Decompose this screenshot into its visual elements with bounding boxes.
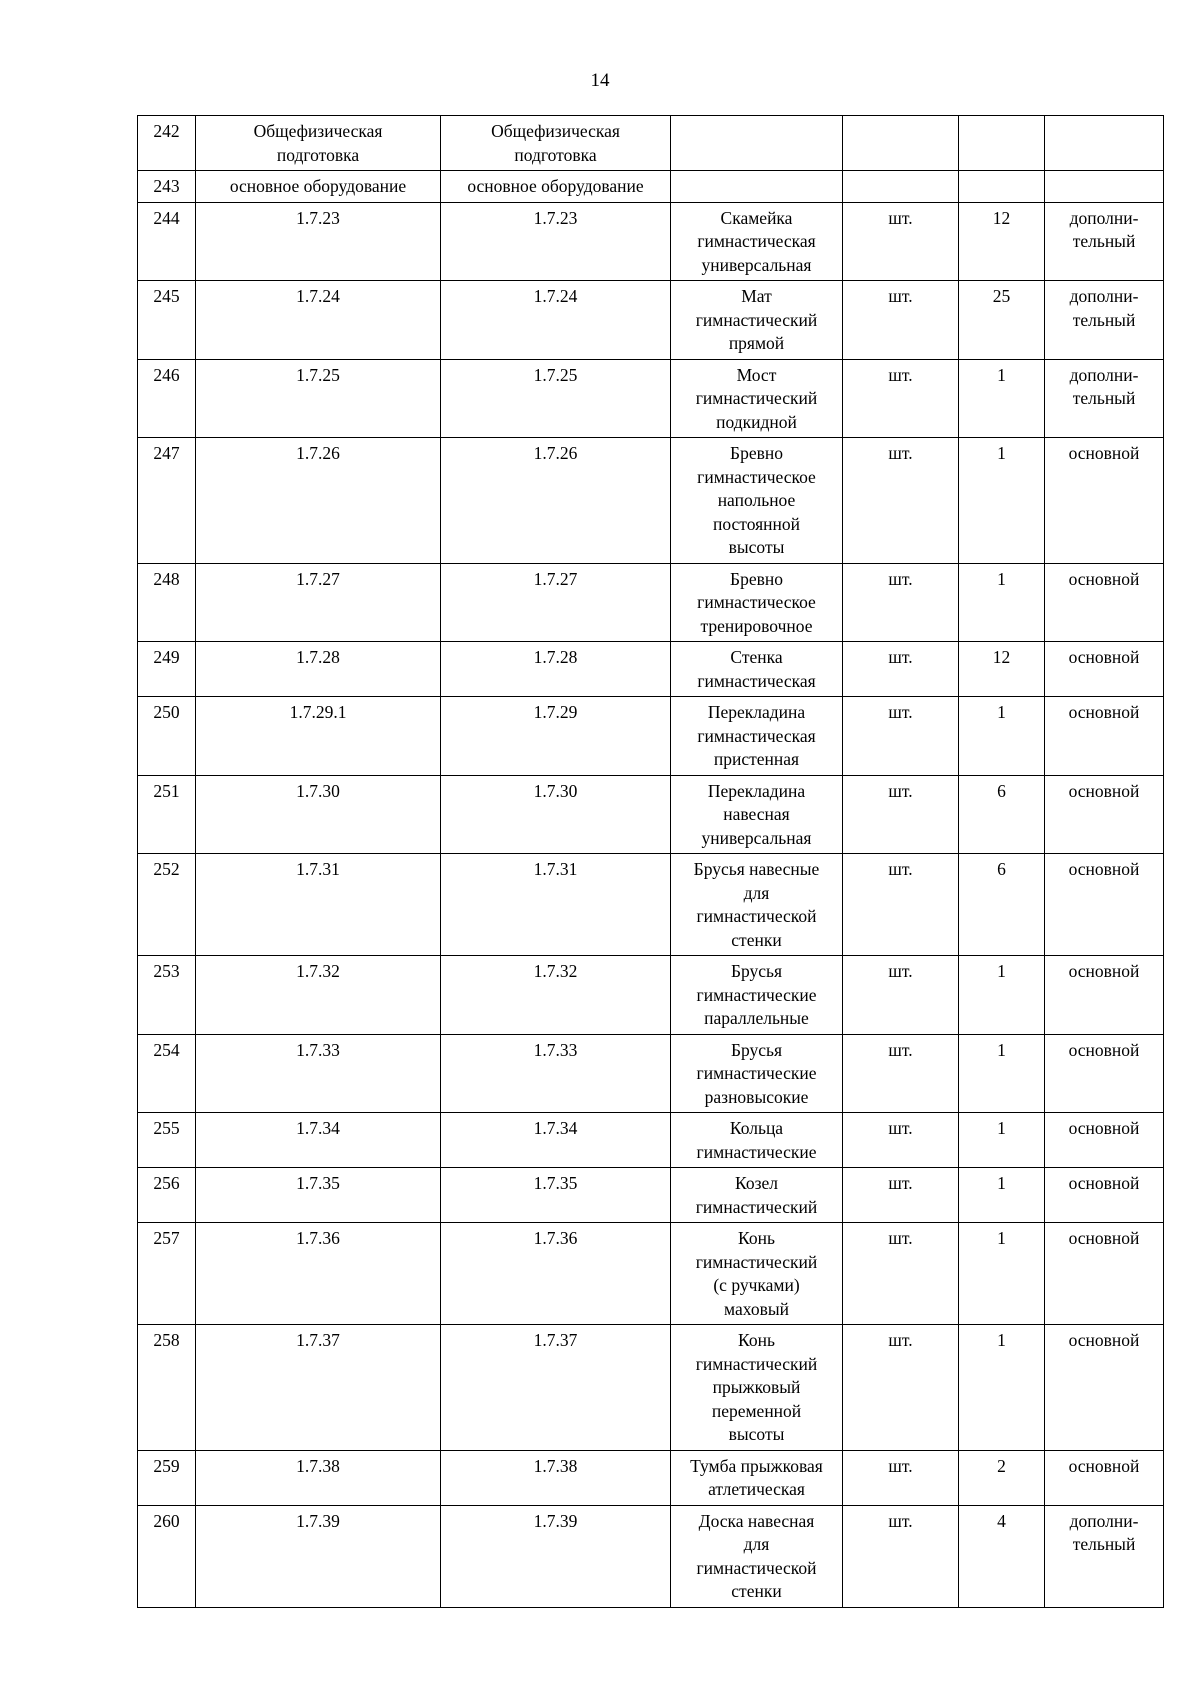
code-cell-2: 1.7.35: [441, 1168, 671, 1223]
unit-cell: шт.: [843, 854, 959, 956]
type-cell: основной: [1045, 775, 1164, 854]
code-cell: 1.7.33: [196, 1034, 441, 1113]
table-row: [138, 438, 1164, 564]
empty-cell: [1045, 116, 1164, 171]
unit-cell: шт.: [843, 1168, 959, 1223]
table-row: [138, 563, 1164, 642]
code-cell: 1.7.28: [196, 642, 441, 697]
type-cell: дополни- тельный: [1045, 202, 1164, 281]
row-number: 248: [138, 563, 196, 642]
row-number: 243: [138, 171, 196, 203]
unit-cell: шт.: [843, 1325, 959, 1451]
equipment-name: Скамейка гимнастическая универсальная: [671, 202, 843, 281]
code-cell: 1.7.30: [196, 775, 441, 854]
quantity-cell: 1: [959, 1113, 1045, 1168]
quantity-cell: 12: [959, 642, 1045, 697]
quantity-cell: 6: [959, 775, 1045, 854]
equipment-name: Конь гимнастический прыжковый переменной высоты: [671, 1325, 843, 1451]
code-cell-2: 1.7.29: [441, 697, 671, 776]
unit-cell: шт.: [843, 359, 959, 438]
code-cell-2: 1.7.33: [441, 1034, 671, 1113]
table-row: [138, 642, 1164, 697]
unit-cell: шт.: [843, 1505, 959, 1607]
code-cell: 1.7.24: [196, 281, 441, 360]
code-cell: 1.7.34: [196, 1113, 441, 1168]
code-cell-2: 1.7.24: [441, 281, 671, 360]
code-cell-2: 1.7.28: [441, 642, 671, 697]
code-cell-2: 1.7.27: [441, 563, 671, 642]
unit-cell: шт.: [843, 697, 959, 776]
row-number: 256: [138, 1168, 196, 1223]
row-number: 252: [138, 854, 196, 956]
table-row: [138, 697, 1164, 776]
subsection-title-2: основное оборудование: [441, 171, 671, 203]
row-number: 250: [138, 697, 196, 776]
code-cell-2: 1.7.38: [441, 1450, 671, 1505]
quantity-cell: 1: [959, 697, 1045, 776]
code-cell: 1.7.38: [196, 1450, 441, 1505]
table-row: [138, 281, 1164, 360]
code-cell-2: 1.7.36: [441, 1223, 671, 1325]
row-number: 242: [138, 116, 196, 171]
row-number: 258: [138, 1325, 196, 1451]
row-number: 247: [138, 438, 196, 564]
type-cell: дополни- тельный: [1045, 281, 1164, 360]
code-cell: 1.7.31: [196, 854, 441, 956]
unit-cell: шт.: [843, 1113, 959, 1168]
table-row: [138, 1113, 1164, 1168]
type-cell: дополни- тельный: [1045, 359, 1164, 438]
code-cell: 1.7.23: [196, 202, 441, 281]
subsection-row: [138, 171, 1164, 203]
empty-cell: [671, 116, 843, 171]
unit-cell: шт.: [843, 563, 959, 642]
quantity-cell: 1: [959, 1168, 1045, 1223]
table-row: [138, 1223, 1164, 1325]
code-cell: 1.7.32: [196, 956, 441, 1035]
row-number: 253: [138, 956, 196, 1035]
code-cell: 1.7.37: [196, 1325, 441, 1451]
code-cell: 1.7.39: [196, 1505, 441, 1607]
table-row: [138, 1034, 1164, 1113]
code-cell-2: 1.7.32: [441, 956, 671, 1035]
unit-cell: шт.: [843, 438, 959, 564]
equipment-name: Кольца гимнастические: [671, 1113, 843, 1168]
table-row: [138, 956, 1164, 1035]
row-number: 249: [138, 642, 196, 697]
row-number: 251: [138, 775, 196, 854]
row-number: 255: [138, 1113, 196, 1168]
code-cell: 1.7.25: [196, 359, 441, 438]
table-row: [138, 854, 1164, 956]
quantity-cell: 1: [959, 359, 1045, 438]
table-row: [138, 1450, 1164, 1505]
empty-cell: [843, 171, 959, 203]
equipment-table: [137, 115, 1164, 1608]
type-cell: основной: [1045, 642, 1164, 697]
type-cell: основной: [1045, 1168, 1164, 1223]
equipment-name: Бревно гимнастическое тренировочное: [671, 563, 843, 642]
equipment-name: Доска навесная для гимнастической стенки: [671, 1505, 843, 1607]
section-title: Общефизическая подготовка: [196, 116, 441, 171]
type-cell: основной: [1045, 1325, 1164, 1451]
code-cell-2: 1.7.23: [441, 202, 671, 281]
empty-cell: [843, 116, 959, 171]
unit-cell: шт.: [843, 1450, 959, 1505]
equipment-name: Тумба прыжковая атлетическая: [671, 1450, 843, 1505]
section-row: [138, 116, 1164, 171]
table-row: [138, 1325, 1164, 1451]
type-cell: основной: [1045, 697, 1164, 776]
table-row: [138, 1505, 1164, 1607]
table-row: [138, 1168, 1164, 1223]
quantity-cell: 25: [959, 281, 1045, 360]
equipment-name: Конь гимнастический (с ручками) маховый: [671, 1223, 843, 1325]
quantity-cell: 1: [959, 563, 1045, 642]
quantity-cell: 4: [959, 1505, 1045, 1607]
quantity-cell: 1: [959, 1223, 1045, 1325]
type-cell: основной: [1045, 1223, 1164, 1325]
equipment-name: Козел гимнастический: [671, 1168, 843, 1223]
unit-cell: шт.: [843, 956, 959, 1035]
quantity-cell: 6: [959, 854, 1045, 956]
empty-cell: [959, 116, 1045, 171]
page-number: 14: [590, 70, 610, 91]
code-cell: 1.7.27: [196, 563, 441, 642]
code-cell-2: 1.7.34: [441, 1113, 671, 1168]
equipment-name: Стенка гимнастическая: [671, 642, 843, 697]
unit-cell: шт.: [843, 202, 959, 281]
quantity-cell: 1: [959, 1325, 1045, 1451]
subsection-title: основное оборудование: [196, 171, 441, 203]
quantity-cell: 12: [959, 202, 1045, 281]
equipment-name: Перекладина навесная универсальная: [671, 775, 843, 854]
quantity-cell: 1: [959, 956, 1045, 1035]
code-cell: 1.7.35: [196, 1168, 441, 1223]
code-cell: 1.7.36: [196, 1223, 441, 1325]
section-title-2: Общефизическая подготовка: [441, 116, 671, 171]
empty-cell: [1045, 171, 1164, 203]
row-number: 259: [138, 1450, 196, 1505]
quantity-cell: 1: [959, 1034, 1045, 1113]
equipment-name: Мост гимнастический подкидной: [671, 359, 843, 438]
row-number: 254: [138, 1034, 196, 1113]
type-cell: основной: [1045, 1450, 1164, 1505]
equipment-name: Брусья навесные для гимнастической стенки: [671, 854, 843, 956]
table-row: [138, 202, 1164, 281]
type-cell: дополни- тельный: [1045, 1505, 1164, 1607]
unit-cell: шт.: [843, 642, 959, 697]
table-row: [138, 359, 1164, 438]
unit-cell: шт.: [843, 775, 959, 854]
row-number: 246: [138, 359, 196, 438]
code-cell-2: 1.7.30: [441, 775, 671, 854]
type-cell: основной: [1045, 438, 1164, 564]
type-cell: основной: [1045, 956, 1164, 1035]
code-cell-2: 1.7.39: [441, 1505, 671, 1607]
code-cell-2: 1.7.26: [441, 438, 671, 564]
equipment-name: Бревно гимнастическое напольное постоянной высоты: [671, 438, 843, 564]
row-number: 244: [138, 202, 196, 281]
row-number: 245: [138, 281, 196, 360]
equipment-name: Брусья гимнастические параллельные: [671, 956, 843, 1035]
code-cell-2: 1.7.37: [441, 1325, 671, 1451]
code-cell-2: 1.7.25: [441, 359, 671, 438]
quantity-cell: 2: [959, 1450, 1045, 1505]
row-number: 260: [138, 1505, 196, 1607]
unit-cell: шт.: [843, 281, 959, 360]
table-row: [138, 775, 1164, 854]
code-cell-2: 1.7.31: [441, 854, 671, 956]
quantity-cell: 1: [959, 438, 1045, 564]
equipment-name: Брусья гимнастические разновысокие: [671, 1034, 843, 1113]
type-cell: основной: [1045, 1034, 1164, 1113]
code-cell: 1.7.29.1: [196, 697, 441, 776]
equipment-name: Мат гимнастический прямой: [671, 281, 843, 360]
type-cell: основной: [1045, 854, 1164, 956]
row-number: 257: [138, 1223, 196, 1325]
unit-cell: шт.: [843, 1034, 959, 1113]
unit-cell: шт.: [843, 1223, 959, 1325]
equipment-name: Перекладина гимнастическая пристенная: [671, 697, 843, 776]
empty-cell: [671, 171, 843, 203]
type-cell: основной: [1045, 563, 1164, 642]
equipment-table-body: [138, 116, 1164, 1608]
empty-cell: [959, 171, 1045, 203]
code-cell: 1.7.26: [196, 438, 441, 564]
type-cell: основной: [1045, 1113, 1164, 1168]
